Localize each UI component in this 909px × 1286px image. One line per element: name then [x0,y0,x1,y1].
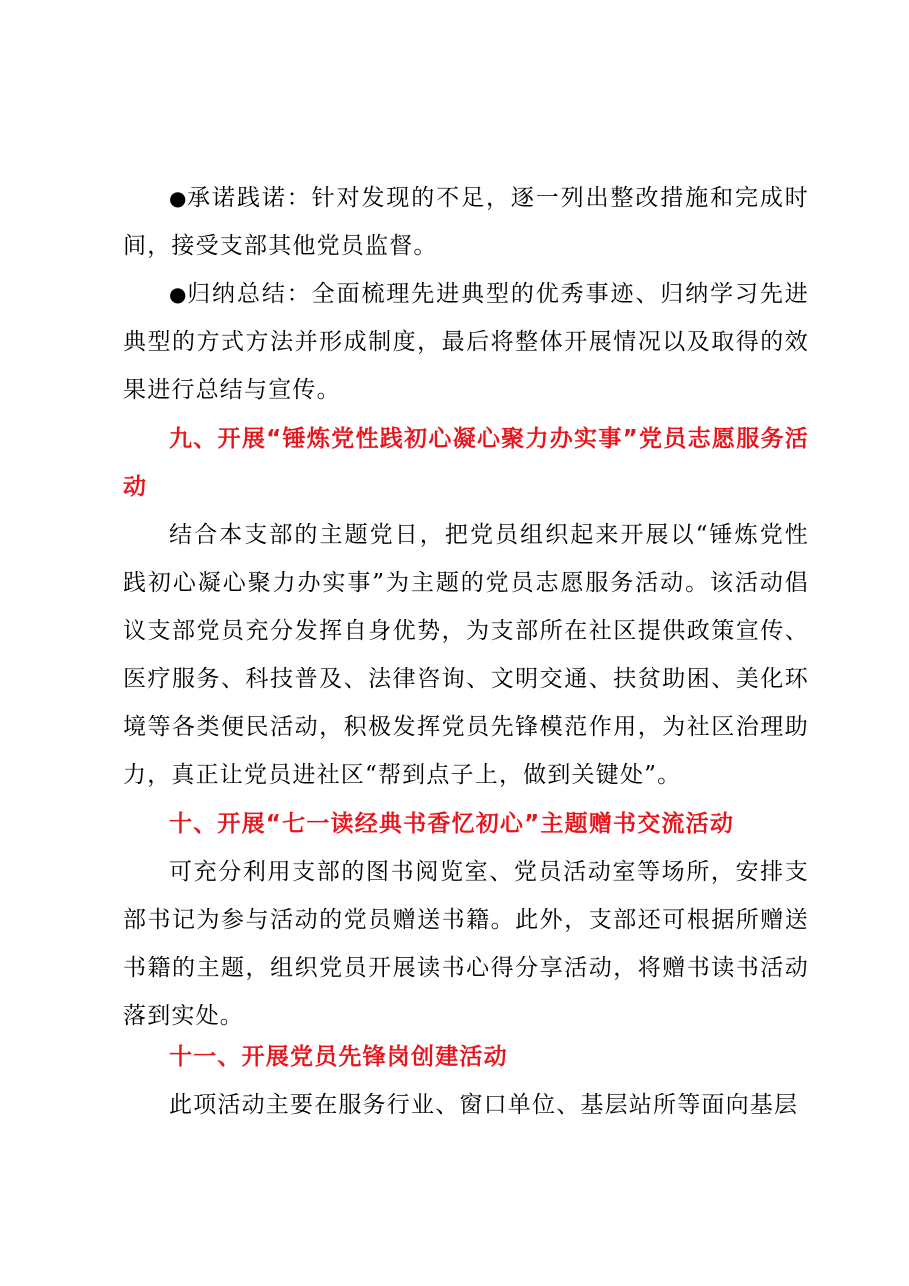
bullet-item-summary [123,270,809,414]
bullet-text: 归纳总结：全面梳理先进典型的优秀事迹、归纳学习先进典型的方式方法并形成制度，最后将整体开展情况以及取得的效果进行总结与宣传。 [123,281,810,403]
section-heading-10: 十、开展“七一读经典书香忆初心”主题赠书交流活动 [169,811,735,837]
bullet-text: 承诺践诺：针对发现的不足，逐一列出整改措施和完成时间，接受支部其他党员监督。 [123,185,810,259]
bullet-dot-icon: ● [169,186,188,210]
section-body-11: 此项活动主要在服务行业、窗口单位、基层站所等面向基层 [169,1092,799,1118]
section-heading-11: 十一、开展党员先锋岗创建活动 [169,1044,508,1070]
bullet-item-commitment [123,174,809,270]
bullet-dot-icon: ● [169,282,188,306]
section-body-10: 可充分利用支部的图书阅览室、党员活动室等场所，安排支部书记为参与活动的党员赠送书籍。此外，支部还可根据所赠送书籍的主题，组织党员开展读书心得分享活动，将赠书读书活动落到实处。 [123,859,809,1029]
section-body-9: 结合本支部的主题党日，把党员组织起来开展以“锤炼党性践初心凝心聚力办实事”为主题的党员志愿服务活动。该活动倡议支部党员充分发挥自身优势，为支部所在社区提供政策宣传、医疗服务、科技普及、法律咨询、文明交通、扶贫助困、美化环境等各类便民活动，积极发挥党员先锋模范作用，为社区治理助力，真正让党员进社区“帮到点子上，做到关键处”。 [123,522,809,788]
section-heading-9: 九、开展“锤炼党性践初心凝心聚力办实事”党员志愿服务活动 [123,426,809,500]
